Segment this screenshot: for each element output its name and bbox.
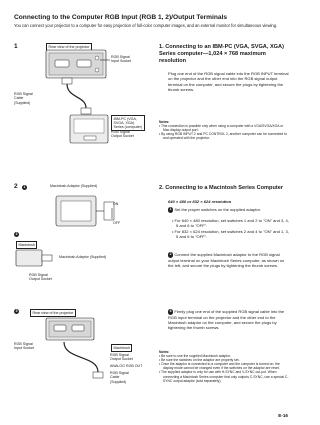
note-item: • This connection is possible only when using a computer with a VGA/SVGA/XGA or Mac display output port. (159, 124, 284, 133)
macintosh-label: Macintosh (16, 241, 37, 249)
switch-on-label: ON (113, 202, 119, 206)
step-1-bullet: 1 (169, 207, 172, 212)
step-3-bullet: 3 (169, 309, 172, 314)
projector-rear-diagram-2 (46, 318, 94, 342)
step-3-text (168, 309, 289, 330)
rgb-cable-icon-2 (58, 340, 108, 380)
section-1-body: Plug one end of the RGB signal cable into the RGB INPUT terminal on the projector and the other end into the RGB signal output terminal on the computer, and secure the plugs by tightening the thumb screws. (168, 71, 289, 92)
rgb-input-socket-label: RGB Signal Input Socket (111, 55, 131, 64)
mac-adaptor-label: Macintosh Adaptor (Supplied) (50, 184, 98, 188)
rear-view-label-2: Rear view of the projector (30, 309, 76, 317)
step-1-bullet-item: • For 640 × 480 resolution, set switches 1 and 2 to "ON" and 3, 4, 5 and 6 to "OFF". (172, 218, 289, 229)
rgb-cable-icon (56, 78, 96, 120)
projector-rear-diagram (46, 50, 106, 80)
mac-adaptor-switch-icon (56, 192, 136, 230)
mac-adaptor-label-2: Macintosh Adaptor (Supplied) (59, 255, 107, 259)
step-1-marker: 1 (23, 185, 26, 189)
section-1-notes (159, 120, 289, 140)
step-1-bullets (172, 218, 289, 239)
macintosh-label-2: Macintosh (111, 344, 132, 352)
step-3-body: Firmly plug one end of the supplied RGB signal cable into the RGB input terminal on the projector and the other end to the Macintosh adaptor on the computer, and secure the plugs by tightening the thumb screws. (168, 309, 285, 331)
rgb-cable-label: RGB Signal Cable (Supplied) (14, 92, 33, 105)
mac-rgb-output-label: RGB Signal Output Socket (29, 273, 52, 282)
step-1-text (168, 207, 289, 213)
section-1-heading: 1. Connecting to an IBM-PC (VGA, SVGA, XGA) Series computer—1,024 × 768 maximum resolution (159, 44, 284, 64)
section-2-notes (159, 350, 290, 383)
rgb-input-socket-label-2: RGB Signal Input Socket (14, 342, 34, 351)
notes-title: Notes: (159, 120, 170, 124)
step-2-bullet: 2 (169, 252, 172, 257)
step-2-text (168, 252, 289, 268)
step-1-body: Set the proper switches on the supplied adaptor. (174, 207, 261, 212)
step-3-marker: 3 (15, 309, 18, 313)
switch-off-label: OFF (113, 221, 121, 225)
page-title: Connecting to the Computer RGB Input (RGB 1, 2)/Output Terminals (14, 14, 228, 21)
rear-view-label: Rear view of the projector (46, 43, 92, 51)
step-2-body: Connect the supplied Macintosh adaptor to the RGB signal output terminal on your Macintosh Series computer, as shown on the left, and secure the plugs by tightening the thumb screws. (168, 252, 285, 268)
note-item: • Be sure to use the supplied Macintosh adaptor. (159, 354, 231, 359)
step-2-marker: 2 (15, 232, 18, 236)
ibm-pc-label: IBM-PC (VGA, SVGA, XGA) Series (computer) (111, 115, 145, 131)
notes-title: Notes: (159, 350, 170, 354)
section-2-number: 2 (14, 183, 18, 190)
note-item: • Once the adaptor is connected to a computer and the computer is turned on, the display mode cannot be changed even if the switches on the adaptor are reset. (159, 362, 280, 371)
note-item: • Be sure the switches on the adaptor are properly set. (159, 358, 240, 363)
analog-rgb-out-label: ANALOG RGB OUT (110, 364, 143, 368)
intro-text: You can connect your projector to a computer for easy projection of full-color computer images, and an external monitor for simultaneous viewing. (14, 23, 278, 28)
ibm-computer-icon (70, 115, 108, 145)
mac-computer-adaptor-icon (16, 250, 56, 270)
note-item: • The supplied adaptor is only for use with H-SYNC and V-SYNC out-put. When connecting a Macintosh Series computer that only outputs C-SYNC, use a special C-SYNC output adaptor (sold separately). (159, 370, 289, 383)
step-1-bullet-item: • For 832 × 624 resolution, set switches 2 and 4 to "ON" and 1, 3, 5 and 6 to "OFF". (172, 228, 289, 239)
note-item: • By using RGB INPUT 2 and PC CONTROL 2, another computer can be connected to and operated with the projector. (159, 132, 287, 141)
section-2-resolution: 640 × 480 or 832 × 624 resolution (168, 199, 232, 204)
rgb-output-socket-label: RGB Signal Output Socket (111, 130, 134, 139)
rgb-cable-label-2: RGB Signal Cable (Supplied) (110, 371, 129, 384)
section-2-heading: 2. Connecting to a Macintosh Series Computer (159, 185, 284, 191)
page-number: E-16 (278, 413, 288, 418)
mac-rgb-output-label-2: RGB Signal Output Socket (110, 353, 133, 362)
section-1-number: 1 (14, 43, 18, 50)
